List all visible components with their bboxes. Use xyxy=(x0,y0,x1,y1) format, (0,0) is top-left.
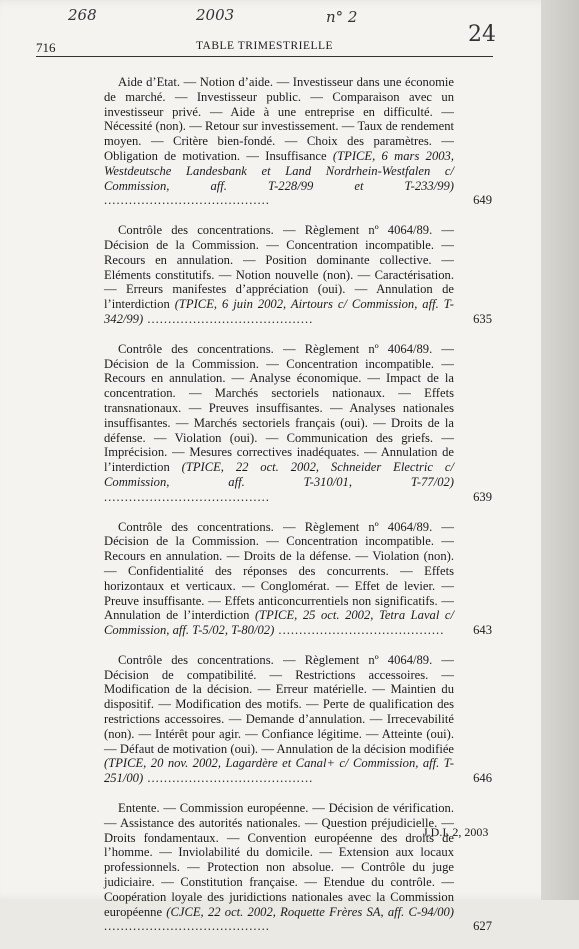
entry-text xyxy=(104,801,492,934)
entry-page-ref: 643 xyxy=(473,623,492,638)
handwritten-note-left: 268 xyxy=(68,6,97,24)
entry-page-ref: 639 xyxy=(473,489,492,504)
handwritten-note-issue: n° 2 xyxy=(326,8,358,26)
entry-keywords: Entente. — Commission européenne. — Décision de vérification. — Assistance des autorités nationales. — Question préjudicielle. — Droits fondamentaux. — Convention européenne des droits de l’homme. — Inviolabilité du domicile. — Extension aux locaux professionnels. — Protection non absolue. — Contrôle du juge judiciaire. — Constitution française. — Etendue du contrôle. — Coopération loyale des juridictions nationales avec la Commission européenne xyxy=(104,801,454,919)
entry-keywords: Contrôle des concentrations. — Règlement nº 4064/89. — Décision de la Commission. — Concentration incompatible. — Recours en annulation. — Droits de la défense. — Violation (non). — Confidentialité des réponses des concurrents. — Effets horizontaux et verticaux. — Conglomérat. — Effet de levier. — Preuve insuffisante. — Effets anticoncurrentiels non significatifs. — Annulation de l’interdiction xyxy=(104,519,454,623)
index-entry xyxy=(104,801,492,934)
index-entry xyxy=(104,223,492,327)
entry-citation: (TPICE, 6 mars 2003, Westdeutsche Landesbank et Land Nordrhein-Westfalen c/ Commission, aff. T-228/99 et T-233/99) xyxy=(104,148,454,193)
entry-text xyxy=(104,520,492,638)
index-entry xyxy=(104,653,492,786)
entry-text xyxy=(104,223,492,327)
index-entry xyxy=(104,342,492,505)
entry-citation: (TPICE, 25 oct. 2002, Tetra Laval c/ Commission, aff. T-5/02, T-80/02) xyxy=(104,608,454,638)
handwritten-note-year: 2003 xyxy=(196,6,235,24)
entry-page-ref: 649 xyxy=(473,193,492,208)
entry-citation: (TPICE, 6 juin 2002, Airtours c/ Commission, aff. T-342/99) xyxy=(104,297,454,326)
entry-keywords: Contrôle des concentrations. — Règlement nº 4064/89. — Décision de compatibilité. — Restrictions accessoires. — Modification de la décision. — Erreur matérielle. — Maintien du dispositif. — Modification des motifs. — Perte de qualification des restrictions accessoires. — Demande d’annulation. — Irrecevabilité (non). — Intérêt pour agir. — Confiance légitime. — Atteinte (oui). — Défaut de motivation (oui). — Annulation de la décision modifiée xyxy=(104,652,454,756)
index-entry xyxy=(104,75,492,208)
entry-citation: (CJCE, 22 oct. 2002, Roquette Frères SA, aff. C-94/00) xyxy=(166,904,455,919)
entry-page-ref: 635 xyxy=(473,311,492,326)
entry-citation: (TPICE, 22 oct. 2002, Schneider Electric c/ Commission, aff. T-310/01, T-77/02) xyxy=(104,460,454,489)
entry-citation: (TPICE, 20 nov. 2002, Lagardère et Canal+ c/ Commission, aff. T-251/00) xyxy=(104,756,454,786)
entry-keywords: Contrôle des concentrations. — Règlement nº 4064/89. — Décision de la Commission. — Concentration incompatible. — Recours en annulation. — Analyse économique. — Impact de la concentration. — Marchés sectoriels nationaux. — Effets transnationaux. — Preuves insuffisantes. — Analyses nationales insuffisantes. — Marchés sectoriels français (oui). — Droits de la défense. — Violation (oui). — Communication des griefs. — Imprécision. — Mesures correctives inadéquates. — Annulation de l’interdiction xyxy=(104,341,454,475)
index-entry xyxy=(104,520,492,638)
entry-list xyxy=(104,75,492,949)
journal-footer: J.D.I. 2, 2003 xyxy=(423,825,489,839)
entry-text xyxy=(104,342,492,505)
handwritten-note-corner: 24 xyxy=(468,22,496,47)
entry-page-ref: 646 xyxy=(473,771,492,786)
entry-keywords: Contrôle des concentrations. — Règlement nº 4064/89. — Décision de la Commission. — Concentration incompatible. — Recours en annulation. — Position dominante collective. — Eléments constitutifs. — Notion nouvelle (non). — Caractérisation. — Erreurs manifestes d’appréciation (oui). — Annulation de l’interdiction xyxy=(104,223,454,312)
entry-text xyxy=(104,75,492,208)
page-title: TABLE TRIMESTRIELLE xyxy=(195,40,334,52)
page-number: 716 xyxy=(36,40,56,55)
entry-keywords: Aide d’Etat. — Notion d’aide. — Investisseur dans une économie de marché. — Investisseur public. — Comparaison avec un investisseur privé. — Aide à une entreprise en difficulté. — Nécessité (non). — Retour sur investissement. — Taux de rendement moyen. — Critère bien-fondé. — Choix des paramètres. — Obligation de motivation. — Insuffisance xyxy=(104,75,454,163)
entry-text xyxy=(104,653,492,786)
entry-page-ref: 627 xyxy=(473,919,492,934)
running-header xyxy=(36,40,493,57)
facing-page-edge xyxy=(541,0,579,900)
